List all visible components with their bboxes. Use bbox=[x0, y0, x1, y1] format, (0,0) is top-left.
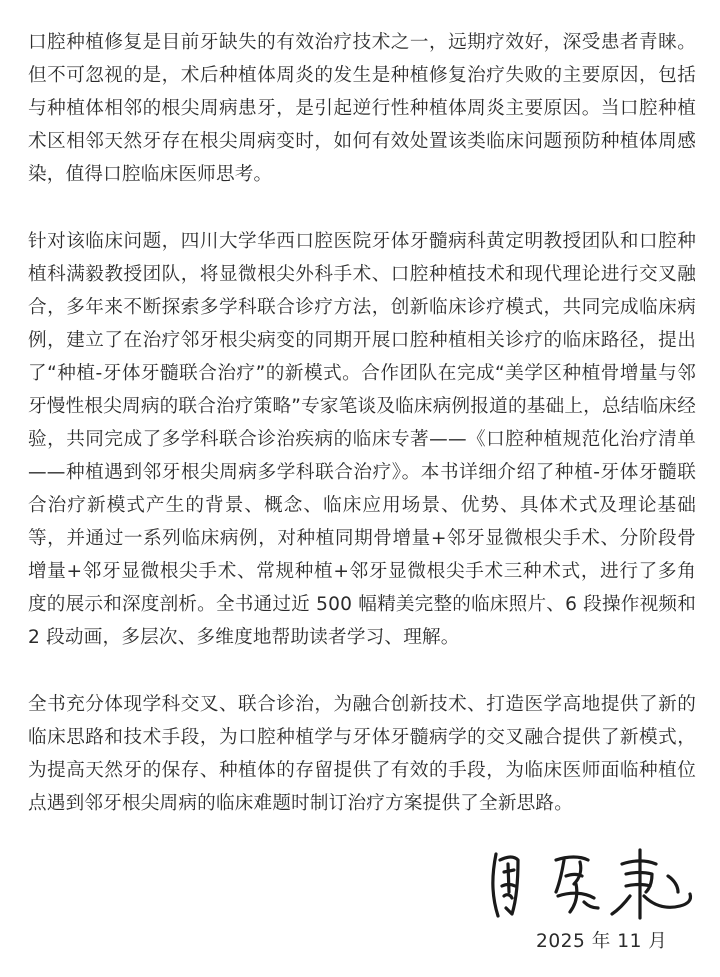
date-line: 2025 年 11 月 bbox=[536, 931, 668, 952]
paragraph-1: 口腔种植修复是目前牙缺失的有效治疗技术之一，远期疗效好，深受患者青睐。但不可忽视的是，术后种植体周炎的发生是种植修复治疗失败的主要原因，包括与种植体相邻的根尖周病患牙，是引起逆行性种植体周炎主要原因。当口腔种植术区相邻天然牙存在根尖周病变时，如何有效处置该类临床问题预防种植体周感染，值得口腔临床医师思考。 bbox=[28, 32, 696, 185]
paragraph-2: 针对该临床问题，四川大学华西口腔医院牙体牙髓病科黄定明教授团队和口腔种植科满毅教授团队，将显微根尖外科手术、口腔种植技术和现代理论进行交叉融合，多年来不断探索多学科联合诊疗方法，创新临床诊疗模式，共同完成临床病例，建立了在治疗邻牙根尖病变的同期开展口腔种植相关诊疗的临床路径，提出了“种植-牙体牙髓联合治疗”的新模式。合作团队在完成“美学区种植骨增量与邻牙慢性根尖周病的联合治疗策略”专家笔谈及临床病例报道的基础上，总结临床经验，共同完成了多学科联合诊治疾病的临床专著——《口腔种植规范化治疗清单——种植遇到邻牙根尖周病多学科联合治疗》。本书详细介绍了种植-牙体牙髓联合治疗新模式产生的背景、概念、临床应用场景、优势、具体术式及理论基础等，并通过一系列临床病例，对种植同期骨增量+邻牙显微根尖手术、分阶段骨增量+邻牙显微根尖手术、常规种植+邻牙显微根尖手术三种术式，进行了多角度的展示和深度剖析。全书通过近 500 幅精美完整的临床照片、6 段操作视频和 2 段动画，多层次、多维度地帮助读者学习、理解。 bbox=[28, 231, 696, 648]
handwritten-signature bbox=[484, 846, 696, 924]
body-text bbox=[28, 26, 696, 854]
paragraph-3: 全书充分体现学科交叉、联合诊治，为融合创新技术、打造医学高地提供了新的临床思路和技术手段，为口腔种植学与牙体牙髓病学的交叉融合提供了新模式，为提高天然牙的保存、种植体的存留提供了有效的手段，为临床医师面临种植位点遇到邻牙根尖周病的临床难题时制订治疗方案提供了全新思路。 bbox=[28, 694, 696, 814]
